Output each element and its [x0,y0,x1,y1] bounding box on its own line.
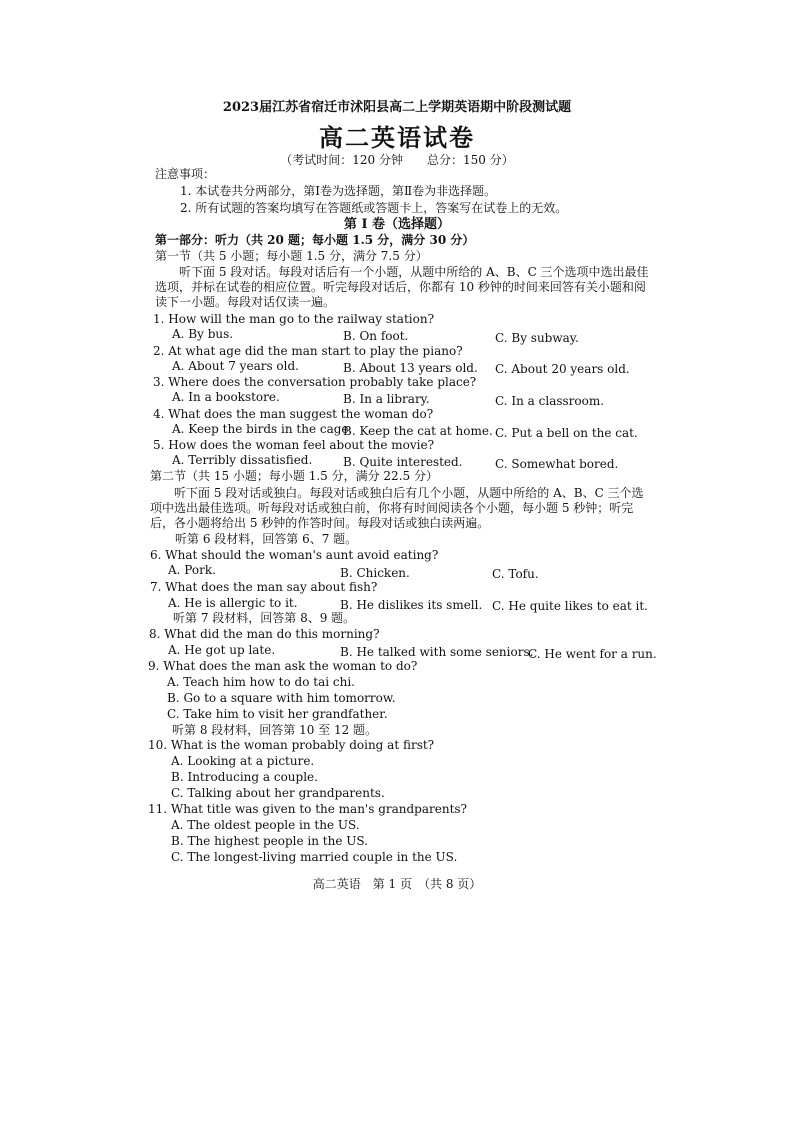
option-a: A. Keep the birds in the cage. [172,422,353,436]
notes-heading: 注意事项： [155,167,216,181]
question-stem: 11. What title was given to the man's grandparents? [148,802,467,816]
question-stem: 3. Where does the conversation probably take place? [153,375,477,389]
section-one-title: 第一节（共 5 小题；每小题 1.5 分，满分 7.5 分） [155,249,428,263]
question-stem: 1. How will the man go to the railway station? [153,312,434,326]
option-b: B. Keep the cat at home. [343,424,493,438]
option-b: B. Introducing a couple. [171,770,318,784]
option-c: C. By subway. [495,331,579,345]
volume-title: 第 Ⅰ 卷（选择题） [343,217,451,232]
exam-name: 2023届江苏省宿迁市沭阳县高二上学期英语期中阶段测试题 [222,100,572,115]
option-a: A. Pork. [168,563,216,577]
material-label: 听第 6 段材料，回答第 6、7 题。 [175,532,358,546]
option-c: C. In a classroom. [495,394,605,408]
material-label: 听第 8 段材料，回答第 10 至 12 题。 [172,723,378,737]
option-c: C. Put a bell on the cat. [495,426,638,440]
option-b: B. Chicken. [340,566,410,580]
option-b: B. He talked with some seniors. [340,645,534,659]
option-a: A. He is allergic to it. [168,596,298,610]
section-two-instructions: 听下面 5 段对话或独白。每段对话或独白后有几个小题，从题中所给的 A、B、C 三个选项中选出最佳选项。听每段对话或独白前，你将有时间阅读各个小题，每小题 5 秒钟；听完后，各小题将给出 5 秒钟的作答时间。每段对话或独白读两遍。 [150,486,644,530]
option-a: A. The oldest people in the US. [171,818,360,832]
option-b: B. He dislikes its smell. [340,598,483,612]
option-b: B. Go to a square with him tomorrow. [167,691,396,705]
question-stem: 4. What does the man suggest the woman do? [153,407,434,421]
option-c: C. The longest-living married couple in the US. [171,850,458,864]
option-c: C. He went for a run. [528,647,657,661]
note-item: 1. 本试卷共分两部分，第Ⅰ卷为选择题，第Ⅱ卷为非选择题。 [180,184,497,198]
option-a: A. By bus. [172,327,234,341]
question-stem: 6. What should the woman's aunt avoid eating? [150,548,439,562]
option-c: C. He quite likes to eat it. [492,599,648,613]
exam-info: （考试时间：120 分钟 总分：150 分） [280,153,514,167]
option-b: B. In a library. [343,392,430,406]
option-c: C. Somewhat bored. [495,457,619,471]
question-stem: 7. What does the man say about fish? [150,580,378,594]
option-a: A. In a bookstore. [172,390,280,404]
option-a: A. About 7 years old. [172,359,299,373]
question-stem: 10. What is the woman probably doing at first? [148,738,435,752]
material-label: 听第 7 段材料，回答第 8、9 题。 [173,611,356,625]
option-b: B. On foot. [343,329,409,343]
question-stem: 8. What did the man do this morning? [149,627,380,641]
option-a: A. He got up late. [168,643,276,657]
page-footer: 高二英语 第 1 页 （共 8 页） [312,877,482,891]
option-a: A. Teach him how to do tai chi. [167,675,355,689]
section-one-instructions: 听下面 5 段对话。每段对话后有一个小题，从题中所给的 A、B、C 三个选项中选出最佳选项，并标在试卷的相应位置。听完每段对话后，你都有 10 秒钟的时间来回答有关小题和阅读下一小题。每段对话仅读一遍。 [155,265,649,309]
option-c: C. Talking about her grandparents. [171,786,385,800]
question-stem: 9. What does the man ask the woman to do? [148,659,418,673]
part-one-title: 第一部分：听力（共 20 题；每小题 1.5 分，满分 30 分） [155,233,475,247]
question-stem: 5. How does the woman feel about the movie? [153,438,435,452]
option-b: B. Quite interested. [343,455,463,469]
option-a: A. Terribly dissatisfied. [172,453,313,467]
option-a: A. Looking at a picture. [171,754,315,768]
question-stem: 2. At what age did the man start to play the piano? [153,344,463,358]
option-c: C. About 20 years old. [495,362,630,376]
section-two-title: 第二节（共 15 小题；每小题 1.5 分，满分 22.5 分） [150,469,438,483]
option-c: C. Take him to visit her grandfather. [167,707,388,721]
note-item: 2. 所有试题的答案均填写在答题纸或答题卡上，答案写在试卷上的无效。 [180,201,568,215]
option-c: C. Tofu. [492,567,539,581]
option-b: B. The highest people in the US. [171,834,368,848]
paper-title: 高二英语试卷 [319,123,475,152]
option-b: B. About 13 years old. [343,361,478,375]
